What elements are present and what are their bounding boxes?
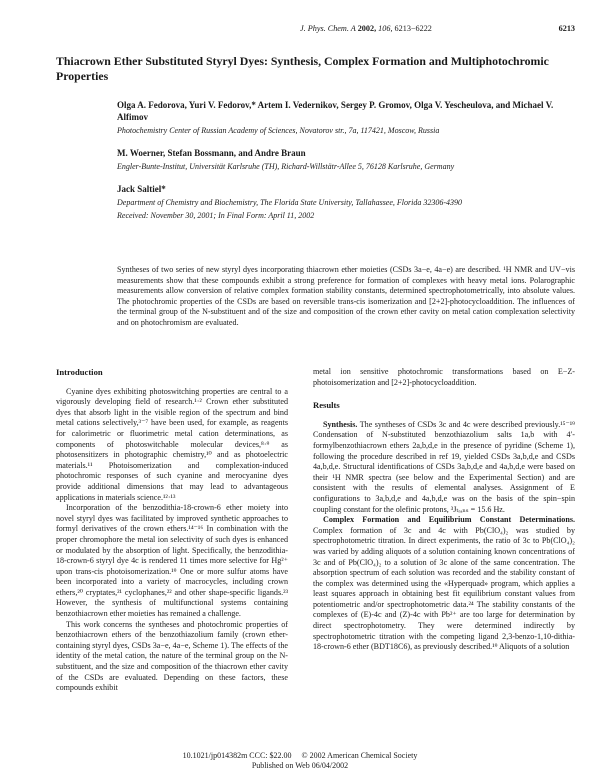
complex-formation-paragraph <box>313 515 575 653</box>
synthesis-paragraph <box>313 420 575 515</box>
paper-title: Thiacrown Ether Substituted Styryl Dyes: Synthesis, Complex Formation and Multiphotochromic Properties <box>56 54 549 83</box>
intro-paragraph-3: This work concerns the syntheses and photochromic properties of benzothiacrown ethers of the benzothiazolium family (crown ether-containing styryl dyes, CSDs 3a−e, 4a−e, Scheme 1). The effects of the identity of the metal cation, the nature of the terminal group on the N-substituent, and the size and composition of the thiacrown ether cavity of the CSDs are evaluated. Depending on these factors, these compounds exhibit <box>56 619 288 693</box>
running-head <box>300 24 575 33</box>
complex-formation-run-in-heading: Complex Formation and Equilibrium Constant Determinations. <box>323 515 575 525</box>
author-group-3 <box>117 183 577 221</box>
page-footer <box>0 751 600 771</box>
journal-year: 2002, <box>357 24 377 33</box>
author-group-2 <box>117 147 577 172</box>
journal-pages: 6213−6222 <box>394 24 432 33</box>
published-date: Published on Web 06/04/2002 <box>251 761 349 770</box>
received-dates: Received: November 30, 2001; In Final Form: April 11, 2002 <box>117 211 315 220</box>
journal-volume: 106, <box>378 24 393 33</box>
intro-paragraph-2: Incorporation of the benzodithia-18-crown-6 ether moiety into novel styryl dyes was facilitated by improved synthetic approaches to formyl derivatives of the crown ethers.¹⁴⁻¹⁶ In combination with the proper chromophore the metal ion selectivity of such dyes is enhanced or modulated by the absorption of light. Specifically, the benzodithia-18-crown-6 styryl dye 4c is rendered 11 times more selective for Hg²⁺ upon trans-cis photoisomerization.¹⁹ One or more sulfur atoms have been incorporated into a variety of macrocycles, including crown ethers,²⁰ cryptates,²¹ cyclophanes,²² and other shape-specific ligands.²³ However, the synthesis of multifunctional systems containing benzothiacrown ether moieties has remained a challenge. <box>56 503 288 619</box>
author-group-1 <box>117 99 577 136</box>
introduction-heading: Introduction <box>56 367 103 377</box>
institution-3: Department of Chemistry and Biochemistry, The Florida State University, Tallahassee, Florida 32306-4390 <box>117 198 463 207</box>
institution-1: Photochemistry Center of Russian Academy of Sciences, Novatorov str., 7a, 117421, Moscow, Russia <box>117 126 440 135</box>
authors-3: Jack Saltiel* <box>117 184 166 194</box>
doi-line: 10.1021/jp014382m CCC: $22.00 © 2002 American Chemical Society <box>182 751 418 760</box>
intro-paragraph-1: Cyanine dyes exhibiting photoswitching properties are central to a vigorously developing field of research.¹·² Crown ether substituted dyes that absorb light in the visible region of the spectrum and bind metal cations selectively,³⁻⁷ have been used, for example, as reagents for calorimetric or fluorimetric metal cation determinations, as components of photoswitchable molecular devices,⁸·⁹ as photosensitizers in photographic chemistry,¹⁰ and as photoelectric materials.¹¹ Photoisomerization and complexation-induced photochromic responses of such cyanine and merocyanine dyes provide additional dimensions that may lead to advantageous applications in materials science.¹²·¹³ <box>56 386 288 502</box>
authors-2: M. Woerner, Stefan Bossmann, and Andre Braun <box>117 148 306 158</box>
synthesis-text: The syntheses of CSDs 3c and 4c were described previously.¹⁵⁻¹⁹ Condensation of N-substituted benzothiazolium salts 1a,b with 4′-formylbenzothiacrown ethers 2a,b,d,e in the presence of pyridine (Scheme 1), following the procedure described in ref 19, yielded CSDs 3a,b,d,e and CSDs 4a,b,d,e. Structural identifications of CSDs 3a,b,d,e and 4a,b,d,e were based on their ¹H NMR spectra (see below and the Experimental Section) and are consistent with the results of elemental analyses. Assignment of E configurations to 3a,b,d,e and 4a,b,d,e was on the basis of the spin−spin coupling constant for the olefinic protons, ³Jₜᵣₐₙₛ = 15.6 Hz. <box>313 419 575 514</box>
page-number: 6213 <box>558 24 575 33</box>
complex-formation-text: Complex formation of 3c and 4c with Pb(ClO₄)₂ was studied by spectrophotometric titration. In direct experiments, the ratio of 3c to Pb(ClO₄)₂ was varied by adding aliquots of a solution containing known concentrations of 3c and of Pb(ClO₄)₂ to a solution of 3c alone of the same concentration. The absorption spectrum of each solution was recorded and the stability constant of the complex was determined using the «Hyperquad» program, which applies a least squares approach in obtaining best fit equilibrium constant values from potentiometric and/or spectrophotometric data.²⁴ The stability constants of the complexes of (E)-4c and (Z)-4c with Pb²⁺ are too large for determination by direct spectrophotometry. They were determined indirectly by spectrophotometric titration with the competing ligand 2,3-benzo-1,10-dithia-18-crown-6 ether (BDT18C6), as previously described.¹⁹ Aliquots of a solution <box>313 525 575 652</box>
abstract: Syntheses of two series of new styryl dyes incorporating thiacrown ether moieties (CSDs 3a−e, 4a−e) are described. ¹H NMR and UV−vis measurements show that these compounds exhibit a strong preference for formation of complexes with heavy metal ions. Polarographic measurements allow conversion of relative complex formation stability constants, determined spectrophotometrically, into absolute values. The photochromic properties of the CSDs are based on reversible trans-cis isomerization and [2+2]-photocycloaddition. The influences of the terminal group of the N-substituent and of the size and composition of the crown ether cavity on metal cation complexation selectivity and on photochromism are evaluated. <box>117 265 575 327</box>
intro-continuation: metal ion sensitive photochromic transformations based on E−Z-photoisomerization and [2+2]-photocycloaddition. <box>313 367 575 387</box>
right-column <box>313 367 575 653</box>
synthesis-run-in-heading: Synthesis. <box>323 419 358 429</box>
results-heading: Results <box>313 400 340 411</box>
authors-1: Olga A. Fedorova, Yuri V. Fedorov,* Artem I. Vedernikov, Sergey P. Gromov, Olga V. Yescheulova, and Michael V. Alfimov <box>117 100 554 122</box>
left-column <box>56 367 288 694</box>
journal-name: J. Phys. Chem. A <box>300 24 356 33</box>
institution-2: Engler-Bunte-Institut, Universität Karlsruhe (TH), Richard-Willstätr-Allee 5, 76128 Karlsruhe, Germany <box>117 162 455 171</box>
